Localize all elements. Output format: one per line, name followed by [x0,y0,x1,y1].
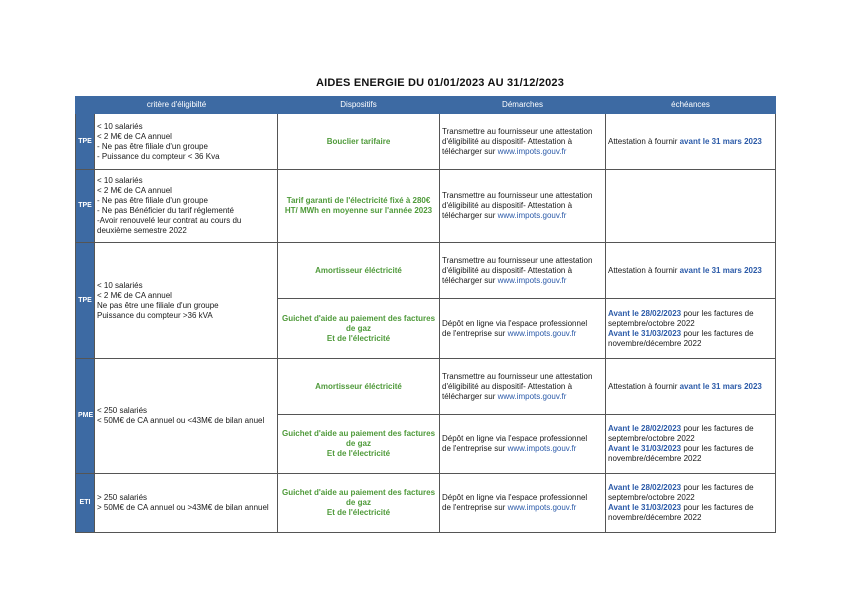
category-label: TPE [76,170,95,243]
dispositif-label: Guichet d'aide au paiement des factures [281,313,436,323]
demarche-line: Transmettre au fournisseur une attestation [442,126,593,136]
demarche-cell [440,359,606,415]
criteria-line: - Ne pas Bénéficier du tarif réglementé [97,206,234,215]
criteria-line: -Avoir renouvelé leur contrat au cours du [97,216,242,225]
demarche-line [442,444,603,454]
echeance-cell [606,415,776,474]
impots-link[interactable]: www.impots.gouv.fr [497,146,567,156]
demarche-line [442,147,603,157]
echeance-date: Avant le 31/03/2023 [608,444,682,453]
dispositif-cell [278,114,440,170]
demarche-line [442,392,603,402]
demarche-line: d'éligibilité au dispositif- Attestation à [442,201,573,210]
demarche-text: télécharger sur [442,275,498,285]
criteria-cell [95,114,278,170]
echeance-line: novembre/décembre 2022 [608,338,702,348]
demarche-text: de l'entreprise sur [442,328,508,338]
table-row [76,114,776,170]
echeance-date: Avant le 28/02/2023 [608,483,682,492]
echeance-line [608,329,773,339]
echeance-line [608,444,773,454]
demarche-line: Transmettre au fournisseur une attestation [442,371,593,381]
echeance-line [608,309,773,319]
demarche-line: d'éligibilité au dispositif- Attestation à [442,136,573,146]
demarche-line: d'éligibilité au dispositif- Attestation à [442,381,573,391]
dispositif-label: Et de l'électricité [326,333,391,343]
demarche-cell [440,474,606,533]
echeance-text: Attestation à fournir [608,381,680,391]
echeance-cell [606,243,776,299]
echeance-text: pour les factures de [681,328,754,338]
dispositif-label: de gaz [346,498,371,507]
table-row [76,243,776,299]
category-label: TPE [76,114,95,170]
demarche-line [442,211,603,221]
echeance-line [608,266,773,276]
echeance-cell [606,299,776,359]
criteria-line: > 50M€ de CA annuel ou >43M€ de bilan annuel [97,503,269,512]
table-row [76,474,776,533]
impots-link[interactable]: www.impots.gouv.fr [497,275,567,285]
criteria-line: < 2 M€ de CA annuel [97,186,172,195]
dispositif-cell [278,170,440,243]
criteria-line: - Ne pas être filiale d'un groupe [97,141,208,151]
dispositif-label: Guichet d'aide au paiement des factures [281,488,436,497]
demarche-line: Dépôt en ligne via l'espace professionnel [442,434,588,443]
echeance-text: pour les factures de [681,503,754,512]
echeance-text: Attestation à fournir [608,136,680,146]
criteria-line: - Ne pas être filiale d'un groupe [97,196,208,205]
echeance-date: Avant le 31/03/2023 [608,503,682,512]
echeance-line [608,137,773,147]
demarche-cell [440,114,606,170]
header-row [76,97,776,114]
criteria-cell [95,243,278,359]
echeance-line: novembre/décembre 2022 [608,513,702,522]
header-criteria: critère d'éligibilté [76,97,278,114]
echeance-line [608,503,773,513]
demarche-line: Dépôt en ligne via l'espace professionnel [442,493,588,502]
demarche-line [442,503,603,513]
criteria-line: < 50M€ de CA annuel ou <43M€ de bilan anuel [97,416,265,425]
document-title: AIDES ENERGIE DU 01/01/2023 AU 31/12/2023 [315,77,565,89]
criteria-line: < 10 salariés [97,280,143,290]
echeance-cell [606,170,776,243]
echeance-date: Avant le 31/03/2023 [608,328,682,338]
echeance-cell [606,359,776,415]
echeance-line: novembre/décembre 2022 [608,454,702,463]
dispositif-cell [278,474,440,533]
dispositif-cell [278,415,440,474]
dispositif-label: Tarif garanti de l'électricité fixé à 280€ [286,196,431,205]
header-dispositifs: Dispositifs [278,97,440,114]
impots-link[interactable]: www.impots.gouv.fr [507,503,577,512]
header-echeances: échéances [606,97,776,114]
table-row [76,170,776,243]
echeance-line [608,483,773,493]
dispositif-label: Guichet d'aide au paiement des factures [281,429,436,438]
criteria-line: < 2 M€ de CA annuel [97,131,172,141]
impots-link[interactable]: www.impots.gouv.fr [497,211,567,220]
criteria-cell [95,170,278,243]
criteria-cell [95,474,278,533]
demarche-line [442,329,603,339]
demarche-text: de l'entreprise sur [442,444,508,453]
echeance-line [608,382,773,392]
category-label: TPE [76,243,95,359]
dispositif-label: Et de l'électricité [326,508,391,517]
demarche-text: télécharger sur [442,391,498,401]
echeance-text: pour les factures de [681,308,754,318]
echeance-date: avant le 31 mars 2023 [679,381,762,391]
dispositif-cell [278,359,440,415]
echeance-date: Avant le 28/02/2023 [608,308,682,318]
category-label: PME [76,359,95,474]
criteria-line: deuxième semestre 2022 [97,226,187,235]
criteria-line: < 10 salariés [97,176,143,185]
demarche-text: de l'entreprise sur [442,503,508,512]
criteria-line: < 250 salariés [97,406,148,415]
dispositif-label: Amortisseur éléctricité [315,265,402,275]
criteria-line: Ne pas être une filiale d'un groupe [97,300,219,310]
dispositif-label: Et de l'électricité [326,449,391,458]
criteria-line: Puissance du compteur >36 kVA [97,310,213,320]
dispositif-label: de gaz [346,323,371,333]
demarche-line: d'éligibilité au dispositif- Attestation à [442,265,573,275]
echeance-text: Attestation à fournir [608,265,680,275]
demarche-cell [440,243,606,299]
echeance-text: pour les factures de [681,483,754,492]
dispositif-label: de gaz [346,439,371,448]
category-label: ETI [76,474,95,533]
demarche-cell [440,299,606,359]
echeance-line: septembre/octobre 2022 [608,434,695,443]
echeance-cell [606,474,776,533]
echeance-date: avant le 31 mars 2023 [679,265,762,275]
demarche-line: Dépôt en ligne via l'espace professionnel [442,318,588,328]
criteria-line: < 10 salariés [97,121,143,131]
demarche-line [442,276,603,286]
dispositif-label: Bouclier tarifaire [326,136,391,146]
demarche-cell [440,170,606,243]
echeance-cell [606,114,776,170]
echeance-line: septembre/octobre 2022 [608,493,695,502]
echeance-text: pour les factures de [681,424,754,433]
echeance-text: pour les factures de [681,444,754,453]
dispositif-cell [278,243,440,299]
echeance-date: avant le 31 mars 2023 [679,136,762,146]
criteria-line: > 250 salariés [97,493,148,502]
criteria-line: < 2 M€ de CA annuel [97,290,172,300]
demarche-text: télécharger sur [442,146,498,156]
aid-table [75,96,776,533]
impots-link[interactable]: www.impots.gouv.fr [497,391,567,401]
criteria-cell [95,359,278,474]
dispositif-label: Amortisseur éléctricité [315,381,402,391]
table-row [76,359,776,415]
demarche-cell [440,415,606,474]
dispositif-cell [278,299,440,359]
criteria-line: - Puissance du compteur < 36 Kva [97,151,220,161]
demarche-line: Transmettre au fournisseur une attestation [442,255,593,265]
impots-link[interactable]: www.impots.gouv.fr [507,444,577,453]
echeance-line [608,424,773,434]
echeance-line: septembre/octobre 2022 [608,318,695,328]
demarche-text: télécharger sur [442,211,498,220]
demarche-line: Transmettre au fournisseur une attestation [442,191,593,200]
echeance-date: Avant le 28/02/2023 [608,424,682,433]
header-demarches: Démarches [440,97,606,114]
dispositif-label: HT/ MWh en moyenne sur l'année 2023 [284,206,433,215]
impots-link[interactable]: www.impots.gouv.fr [507,328,577,338]
